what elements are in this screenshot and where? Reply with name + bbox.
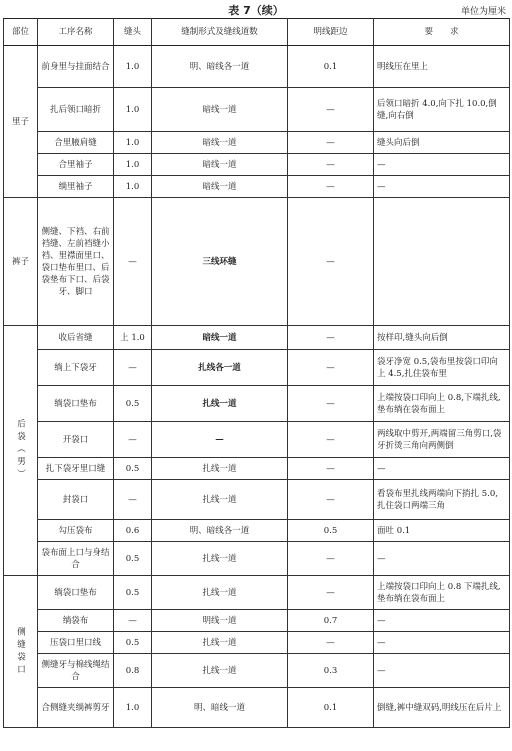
cell-seam: 1.0 [114, 688, 152, 728]
table-row [4, 88, 510, 132]
cell-seam: — [114, 422, 152, 458]
table-row [4, 480, 510, 520]
table-row [4, 132, 510, 154]
table-row [4, 576, 510, 610]
cell-seam: 1.0 [114, 46, 152, 88]
cell-seam: — [114, 610, 152, 632]
cell-edge: — [288, 480, 374, 520]
cell-seam: 上 1.0 [114, 326, 152, 350]
cell-process: 绱袋口垫布 [38, 386, 114, 422]
cell-process: 合里腋肩缝 [38, 132, 114, 154]
cell-part: 裤子 [4, 198, 38, 326]
cell-edge: — [288, 632, 374, 654]
cell-part: 侧缝袋口 [4, 576, 38, 728]
cell-seam: 0.5 [114, 458, 152, 480]
cell-process: 勾压袋布 [38, 520, 114, 542]
cell-form: 扎线各一道 [152, 350, 288, 386]
cell-req: — [374, 154, 510, 176]
cell-edge: 0.3 [288, 654, 374, 688]
table-body [4, 46, 510, 728]
cell-form: 明、暗线各一道 [152, 520, 288, 542]
cell-edge: — [288, 542, 374, 576]
cell-form: 明、暗线一道 [152, 688, 288, 728]
table-row [4, 326, 510, 350]
table-row [4, 520, 510, 542]
cell-form: 暗线一道 [152, 154, 288, 176]
cell-process: 侧缝、下裆、右前裆缝、左前裆缝小裆、里襟面里口、袋口垫布里口、后袋垫布下口、后袋牙、脚口 [38, 198, 114, 326]
cell-req: — [374, 632, 510, 654]
cell-form: 扎线一道 [152, 480, 288, 520]
cell-req: — [374, 610, 510, 632]
table-row [4, 632, 510, 654]
table-row [4, 422, 510, 458]
cell-form: 暗线一道 [152, 326, 288, 350]
cell-edge: — [288, 422, 374, 458]
cell-process: 前身里与挂面结合 [38, 46, 114, 88]
col-header-part: 部位 [4, 19, 38, 46]
cell-form: — [152, 422, 288, 458]
cell-edge: 0.1 [288, 688, 374, 728]
cell-req: 袋牙净宽 0.5,袋布里按袋口印向上 4.5,扎住袋布里 [374, 350, 510, 386]
col-header-process: 工序名称 [38, 19, 114, 46]
cell-edge: — [288, 458, 374, 480]
table-row [4, 610, 510, 632]
cell-process: 绱里袖子 [38, 176, 114, 198]
cell-form: 暗线一道 [152, 88, 288, 132]
cell-process: 扎后领口暗折 [38, 88, 114, 132]
cell-edge: — [288, 350, 374, 386]
cell-process: 封袋口 [38, 480, 114, 520]
cell-req: 按样印,缝头向后倒 [374, 326, 510, 350]
cell-seam: 0.5 [114, 632, 152, 654]
cell-req: 两线取中剪开,两端留三角剪口,袋牙折烫三角向两侧倒 [374, 422, 510, 458]
cell-process: 开袋口 [38, 422, 114, 458]
cell-seam: 1.0 [114, 176, 152, 198]
cell-edge: 0.5 [288, 520, 374, 542]
cell-edge: — [288, 154, 374, 176]
cell-req: 后领口暗折 4.0,向下扎 10.0,倒缝,向右倒 [374, 88, 510, 132]
cell-form: 扎线一道 [152, 632, 288, 654]
cell-process: 扎下袋牙里口缝 [38, 458, 114, 480]
col-header-form: 缝制形式及缝线道数 [152, 19, 288, 46]
cell-edge: — [288, 198, 374, 326]
cell-form: 明、暗线各一道 [152, 46, 288, 88]
cell-seam: 1.0 [114, 132, 152, 154]
cell-req: 看袋布里扎线两端向下捎扎 5.0,扎住袋口两端三角 [374, 480, 510, 520]
table-title: 表 7（续） [228, 4, 284, 17]
cell-seam: 1.0 [114, 88, 152, 132]
cell-req: — [374, 458, 510, 480]
cell-process: 合里袖子 [38, 154, 114, 176]
table-row [4, 458, 510, 480]
cell-req: — [374, 542, 510, 576]
table-row [4, 688, 510, 728]
col-header-seam: 缝头 [114, 19, 152, 46]
cell-edge: — [288, 386, 374, 422]
cell-process: 绱袋布 [38, 610, 114, 632]
cell-form: 扎线一道 [152, 654, 288, 688]
header-row [4, 19, 510, 46]
cell-form: 三线环缝 [152, 198, 288, 326]
cell-seam: 1.0 [114, 154, 152, 176]
table-row [4, 386, 510, 422]
cell-form: 扎线一道 [152, 542, 288, 576]
cell-edge: — [288, 88, 374, 132]
cell-req: 明线压在里上 [374, 46, 510, 88]
cell-seam: 0.5 [114, 576, 152, 610]
cell-req [374, 198, 510, 326]
cell-req: 上端按袋口印向上 0.8 下端扎线,垫布绱在袋布面上 [374, 576, 510, 610]
cell-form: 暗线一道 [152, 176, 288, 198]
table-row [4, 154, 510, 176]
cell-seam: 0.6 [114, 520, 152, 542]
cell-req: 缝头向后倒 [374, 132, 510, 154]
cell-seam: 0.8 [114, 654, 152, 688]
cell-form: 扎线一道 [152, 576, 288, 610]
cell-part: 里子 [4, 46, 38, 198]
cell-process: 绱袋口垫布 [38, 576, 114, 610]
cell-form: 明线一道 [152, 610, 288, 632]
unit-note: 单位为厘米 [460, 7, 506, 17]
cell-edge: 0.7 [288, 610, 374, 632]
cell-req: 上端按袋口印向上 0.8,下端扎线,垫布绱在袋布面上 [374, 386, 510, 422]
cell-form: 扎线一道 [152, 386, 288, 422]
cell-seam: — [114, 480, 152, 520]
cell-req: 面吐 0.1 [374, 520, 510, 542]
table-row [4, 46, 510, 88]
cell-process: 压袋口里口线 [38, 632, 114, 654]
cell-process: 袋布面上口与身结合 [38, 542, 114, 576]
col-header-requirement: 要 求 [374, 19, 510, 46]
cell-process: 收后省缝 [38, 326, 114, 350]
table-row [4, 198, 510, 326]
process-table [3, 18, 510, 728]
table-row [4, 542, 510, 576]
cell-req: 倒缝,裤中缝双码,明线压在后片上 [374, 688, 510, 728]
cell-form: 暗线一道 [152, 132, 288, 154]
cell-req: — [374, 176, 510, 198]
cell-edge: — [288, 326, 374, 350]
table-row [4, 176, 510, 198]
cell-edge: — [288, 132, 374, 154]
cell-seam: — [114, 350, 152, 386]
cell-seam: 0.5 [114, 542, 152, 576]
cell-edge: — [288, 576, 374, 610]
cell-edge: 0.1 [288, 46, 374, 88]
table-row [4, 350, 510, 386]
col-header-edge: 明线距边 [288, 19, 374, 46]
cell-edge: — [288, 176, 374, 198]
cell-req: — [374, 654, 510, 688]
table-row [4, 654, 510, 688]
cell-seam: 0.5 [114, 386, 152, 422]
cell-process: 侧缝牙与棉线绳结合 [38, 654, 114, 688]
cell-form: 扎线一道 [152, 458, 288, 480]
cell-seam: — [114, 198, 152, 326]
cell-process: 绱上下袋牙 [38, 350, 114, 386]
cell-part: 后袋（男） [4, 326, 38, 576]
cell-process: 合侧缝夹绱裤剪牙 [38, 688, 114, 728]
